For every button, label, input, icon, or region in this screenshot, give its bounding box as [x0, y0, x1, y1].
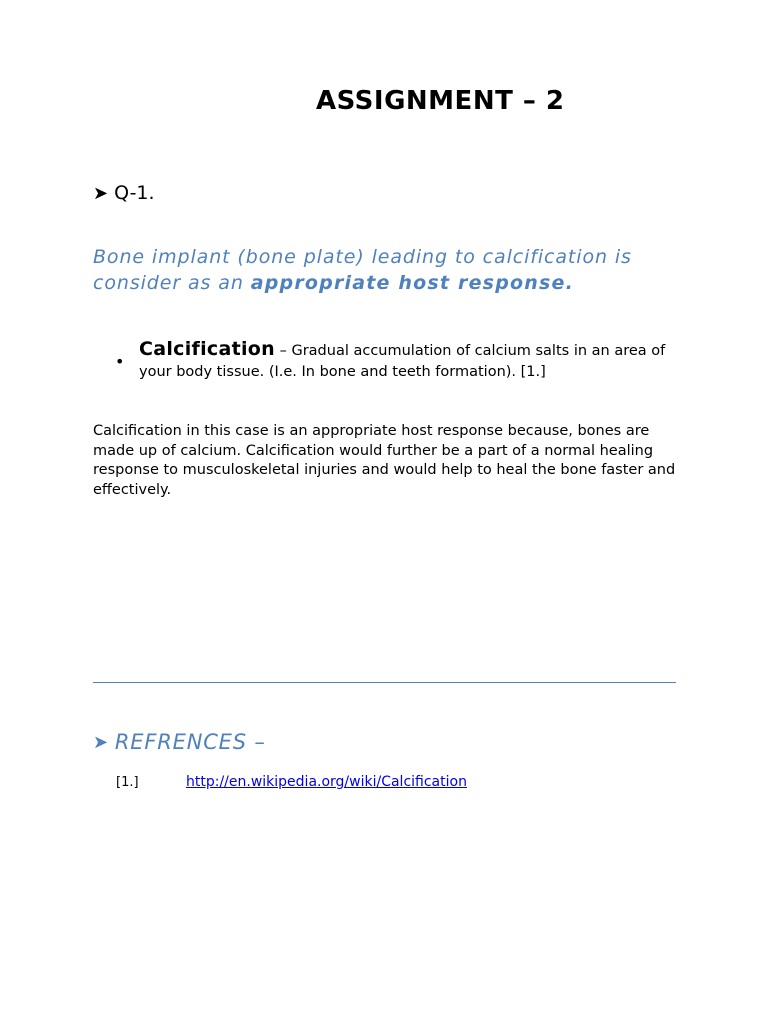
definition-text: – Gradual accumulation of calcium salts in an area of your body tissue. (I.e. In bone and teeth formation). [1.]	[139, 343, 666, 380]
reference-number: [1.]	[116, 775, 139, 790]
page-title: ASSIGNMENT – 2	[316, 86, 565, 116]
list-bullet: •	[115, 352, 125, 371]
references-title: REFRENCES –	[114, 730, 266, 754]
answer-emphasis: appropriate host response.	[250, 272, 574, 294]
definition-item	[139, 339, 679, 383]
answer-lead: Bone implant (bone plate) leading to calcification is consider as an	[93, 246, 632, 294]
answer-statement	[93, 244, 693, 296]
question-heading	[93, 182, 155, 204]
body-paragraph: Calcification in this case is an appropriate host response because, bones are made up of calcium. Calcification would further be a part of a normal healing response to musculoskeletal injuries and would help to heal the bone faster and effectively.	[93, 423, 676, 498]
arrowhead-bullet-icon: ➤	[93, 182, 109, 204]
reference-link[interactable]: http://en.wikipedia.org/wiki/Calcification	[186, 774, 467, 790]
references-heading	[93, 730, 266, 754]
definition-term: Calcification	[139, 338, 275, 360]
arrowhead-bullet-icon: ➤	[93, 731, 109, 753]
question-label: Q-1.	[114, 182, 155, 204]
section-divider	[93, 682, 676, 683]
